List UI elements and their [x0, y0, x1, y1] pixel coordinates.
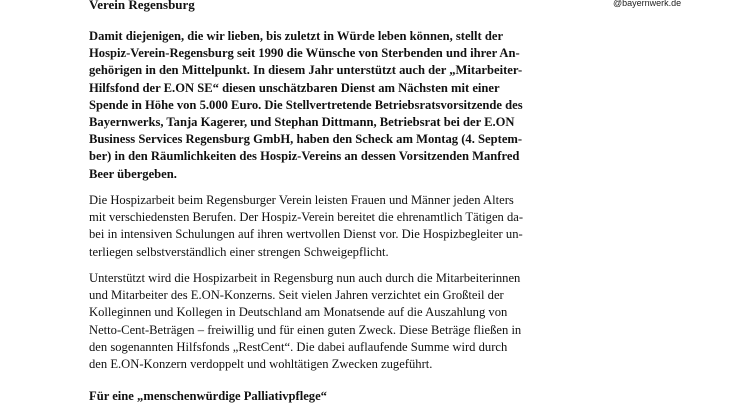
intro-line: ber) in den Räumlichkeiten des Hospiz-Vereins an dessen Vorsitzenden Manfred	[89, 149, 520, 164]
article-heading: Verein Regensburg	[89, 0, 195, 12]
paragraph-line: Unterstützt wird die Hospizarbeit in Regensburg nun auch durch die Mitarbeiterinnen	[89, 271, 521, 285]
intro-line: Damit diejenigen, die wir lieben, bis zuletzt in Würde leben können, stellt der	[89, 29, 504, 43]
intro-line: Hilfsfond der E.ON SE“ diesen unschätzbaren Dienst am Nächsten mit einer	[89, 80, 500, 95]
paragraph-line: den E.ON-Konzern verdoppelt und wohltätigen Zwecken zugeführt.	[89, 357, 433, 372]
section-subheading: Für eine „menschenwürdige Palliativpflege“	[89, 389, 327, 403]
source-label: @bayernwerk.de	[613, 0, 682, 8]
intro-line: Business Services Regensburg GmbH, haben den Scheck am Montag (4. Septem-	[89, 132, 523, 147]
paragraph-line: bei in intensiven Schulungen auf ihren wertvollen Dienst vor. Die Hospizbegleiter un-	[89, 227, 523, 242]
paragraph-line: mit verschiedensten Berufen. Der Hospiz-Verein bereitet die ehrenamtlich Tätigen da-	[89, 210, 524, 225]
body-paragraph-restcent	[89, 270, 579, 373]
paragraph-line: terliegen selbstverständlich einer strengen Schweigepflicht.	[89, 244, 389, 259]
paragraph-line: Netto-Cent-Beträgen – freiwillig und für einen guten Zweck. Diese Beträge fließen in	[89, 322, 522, 337]
body-paragraph-hospice-work	[89, 192, 579, 261]
intro-line: gehörigen in den Mittelpunkt. In diesem Jahr unterstützt auch der „Mitarbeiter-	[89, 63, 523, 78]
intro-line: Beer übergeben.	[89, 166, 177, 181]
intro-line: Bayernwerks, Tanja Kagerer, und Stephan Dittmann, Betriebsrat bei der E.ON	[89, 115, 515, 130]
paragraph-line: und Mitarbeiter des E.ON-Konzerns. Seit vielen Jahren verzichtet ein Großteil der	[89, 288, 504, 303]
intro-line: Hospiz-Verein-Regensburg seit 1990 die Wünsche von Sterbenden und ihrer An-	[89, 46, 520, 61]
intro-paragraph	[89, 28, 579, 183]
paragraph-line: Kolleginnen und Kollegen in Deutschland am Monatsende auf die Auszahlung von	[89, 305, 508, 320]
paragraph-line: den sogenannten Hilfsfonds „RestCent“. Die dabei auflaufende Summe wird durch	[89, 339, 508, 354]
intro-line: Spende in Höhe von 5.000 Euro. Die Stellvertretende Betriebsratsvorsitzende des	[89, 97, 523, 112]
paragraph-line: Die Hospizarbeit beim Regensburger Verein leisten Frauen und Männer jeden Alters	[89, 193, 514, 207]
